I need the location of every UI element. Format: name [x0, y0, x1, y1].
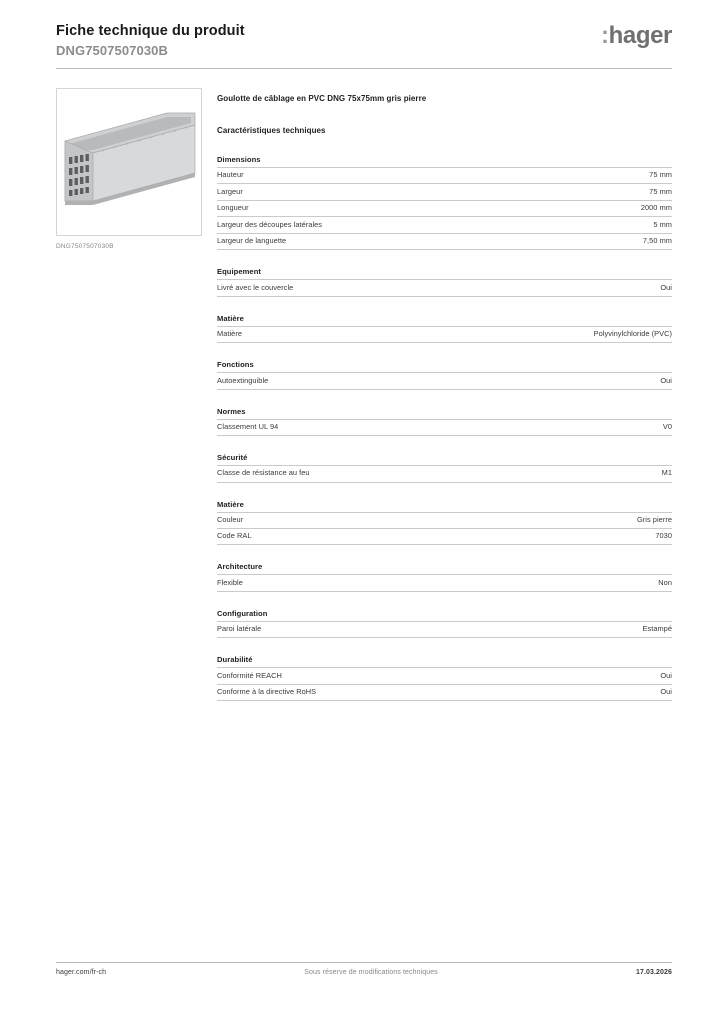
spec-group	[217, 267, 672, 296]
spec-group-title: Matière	[217, 499, 244, 509]
spec-value: 75 mm	[649, 170, 672, 180]
page-footer	[56, 969, 672, 976]
spec-table	[217, 512, 672, 546]
product-image-caption: DNG7507507030B	[56, 243, 114, 250]
table-row	[217, 528, 672, 544]
spec-table	[217, 465, 672, 482]
spec-value: M1	[661, 468, 672, 478]
product-image-column	[56, 88, 204, 250]
spec-group-title: Fonctions	[217, 360, 254, 370]
table-row	[217, 217, 672, 233]
footer-disclaimer: Sous réserve de modifications techniques	[304, 969, 438, 976]
spec-group	[217, 609, 672, 638]
spec-label: Flexible	[217, 577, 243, 587]
spec-value: 5 mm	[653, 219, 672, 229]
table-row	[217, 373, 672, 389]
spec-group	[217, 155, 672, 250]
spec-label: Autoextinguible	[217, 375, 269, 385]
spec-label: Hauteur	[217, 170, 244, 180]
spec-value: Estampé	[642, 624, 672, 634]
spec-value: Oui	[660, 282, 672, 292]
spec-value: V0	[662, 422, 672, 432]
spec-table	[217, 621, 672, 638]
spec-group	[217, 453, 672, 482]
table-row	[217, 233, 672, 249]
spec-group-title: Normes	[217, 406, 246, 416]
spec-label: Classement UL 94	[217, 422, 279, 432]
spec-group	[217, 655, 672, 701]
spec-value: Polyvinylchloride (PVC)	[593, 329, 672, 339]
pvc-trunking-illustration	[63, 111, 197, 215]
title-block	[56, 22, 245, 59]
spec-label: Matière	[217, 329, 242, 339]
spec-table	[217, 326, 672, 343]
spec-group	[217, 407, 672, 436]
spec-label: Largeur des découpes latérales	[217, 219, 323, 229]
spec-group	[217, 562, 672, 591]
spec-label: Conformité REACH	[217, 670, 282, 680]
spec-groups	[217, 155, 672, 701]
spec-label: Conforme à la directive RoHS	[217, 687, 317, 697]
product-image-frame	[56, 88, 202, 236]
spec-table	[217, 419, 672, 436]
spec-value: Non	[658, 577, 672, 587]
spec-table	[217, 167, 672, 250]
spec-value: 2000 mm	[640, 203, 672, 213]
spec-label: Code RAL	[217, 531, 252, 541]
spec-value: Oui	[660, 687, 672, 697]
logo-colon-mark: :	[601, 22, 609, 49]
spec-group	[217, 360, 672, 389]
spec-group-title: Matière	[217, 313, 244, 323]
spec-group-title: Durabilité	[217, 655, 253, 665]
spec-table	[217, 372, 672, 389]
footer-website-link[interactable]: hager.com/fr-ch	[56, 969, 107, 976]
technical-characteristics-heading: Caractéristiques techniques	[217, 126, 326, 135]
table-row	[217, 326, 672, 342]
spec-table	[217, 667, 672, 701]
spec-group-title: Configuration	[217, 608, 268, 618]
spec-label: Paroi latérale	[217, 624, 262, 634]
logo-wordmark: hager	[608, 22, 672, 49]
spec-group-title: Dimensions	[217, 155, 261, 164]
spec-group-title: Sécurité	[217, 453, 248, 463]
table-row	[217, 684, 672, 700]
spec-table	[217, 574, 672, 591]
hager-logo	[601, 22, 672, 48]
spec-group	[217, 500, 672, 546]
spec-value: Oui	[660, 375, 672, 385]
table-row	[217, 512, 672, 528]
spec-group-title: Architecture	[217, 562, 263, 572]
spec-group	[217, 314, 672, 343]
spec-value: Gris pierre	[636, 514, 672, 524]
table-row	[217, 621, 672, 637]
table-row	[217, 575, 672, 591]
footer-date: 17.03.2026	[635, 969, 672, 976]
spec-group-title: Equipement	[217, 267, 261, 277]
table-row	[217, 419, 672, 435]
product-description: Goulotte de câblage en PVC DNG 75x75mm gris pierre	[217, 94, 427, 103]
table-row	[217, 168, 672, 184]
spec-label: Livré avec le couvercle	[217, 282, 294, 292]
product-reference: DNG7507507030B	[56, 42, 168, 58]
spec-label: Largeur de languette	[217, 236, 287, 246]
table-row	[217, 184, 672, 200]
table-row	[217, 668, 672, 684]
table-row	[217, 280, 672, 296]
specifications-column	[217, 94, 672, 701]
spec-value: 7,50 mm	[642, 236, 672, 246]
spec-value: Oui	[660, 670, 672, 680]
header-divider	[56, 68, 672, 69]
spec-label: Largeur	[217, 186, 243, 196]
spec-label: Classe de résistance au feu	[217, 468, 310, 478]
table-row	[217, 200, 672, 216]
page-title: Fiche technique du produit	[56, 23, 245, 39]
spec-label: Couleur	[217, 514, 244, 524]
footer-divider	[56, 962, 672, 963]
spec-value: 75 mm	[649, 186, 672, 196]
spec-value: 7030	[655, 531, 672, 541]
spec-table	[217, 279, 672, 296]
page-header	[56, 22, 672, 59]
table-row	[217, 466, 672, 482]
spec-label: Longueur	[217, 203, 249, 213]
